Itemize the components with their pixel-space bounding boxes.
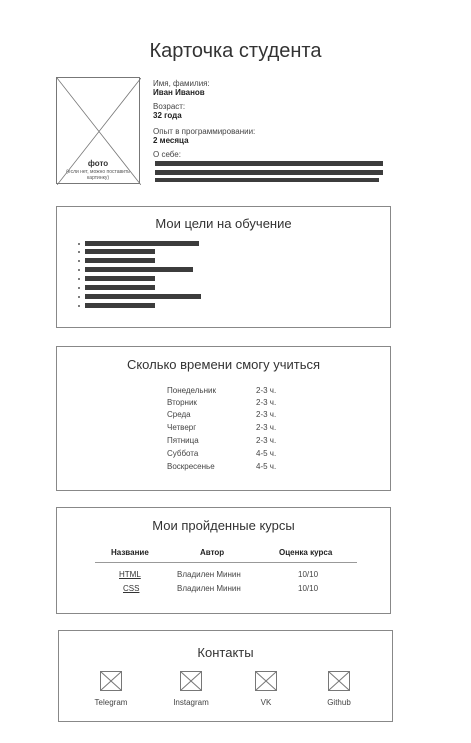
- course-author: Владилен Минин: [177, 570, 241, 579]
- goal-bullet: [78, 278, 80, 280]
- instagram-icon[interactable]: [180, 671, 202, 691]
- vk-icon[interactable]: [255, 671, 277, 691]
- about-text-line: [155, 170, 383, 175]
- goal-item: [85, 249, 155, 254]
- course-link-css[interactable]: CSS: [123, 584, 140, 593]
- courses-header-divider: [95, 562, 357, 563]
- course-score: 10/10: [298, 584, 319, 593]
- goal-bullet: [78, 287, 80, 289]
- goal-item: [85, 294, 201, 299]
- age-value: 32 года: [153, 111, 182, 120]
- github-icon[interactable]: [328, 671, 350, 691]
- course-score: 10/10: [298, 570, 319, 579]
- schedule-hours: 4-5 ч.: [256, 462, 277, 471]
- telegram-icon[interactable]: [100, 671, 122, 691]
- goal-bullet: [78, 269, 80, 271]
- about-text-line: [155, 161, 383, 166]
- vk-label[interactable]: VK: [260, 698, 272, 707]
- page-title: Карточка студента: [149, 40, 322, 62]
- courses-section: [56, 507, 391, 614]
- goal-item: [85, 303, 155, 308]
- goal-bullet: [78, 260, 80, 262]
- goals-title: Мои цели на обучение: [155, 216, 292, 231]
- schedule-hours: 2-3 ч.: [256, 398, 277, 407]
- schedule-hours: 4-5 ч.: [256, 449, 277, 458]
- goal-item: [85, 285, 155, 290]
- schedule-hours: 2-3 ч.: [256, 410, 277, 419]
- instagram-label[interactable]: Instagram: [173, 698, 209, 707]
- telegram-label[interactable]: Telegram: [94, 698, 128, 707]
- name-value: Иван Иванов: [153, 88, 205, 97]
- schedule-day: Суббота: [167, 449, 199, 458]
- schedule-hours: 2-3 ч.: [256, 436, 277, 445]
- course-author: Владилен Минин: [177, 584, 241, 593]
- goal-bullet: [78, 251, 80, 253]
- name-label: Имя, фамилия:: [153, 79, 210, 88]
- photo-hint: (если нет, можно поставить картинку): [66, 169, 130, 181]
- schedule-day: Пятница: [167, 436, 199, 445]
- goal-item: [85, 267, 193, 272]
- schedule-day: Понедельник: [167, 386, 216, 395]
- goal-bullet: [78, 296, 80, 298]
- courses-header-score: Оценка курса: [279, 548, 333, 557]
- goal-item: [85, 276, 155, 281]
- experience-label: Опыт в программировании:: [153, 127, 256, 136]
- schedule-hours: 2-3 ч.: [256, 423, 277, 432]
- schedule-section: [56, 346, 391, 491]
- github-label[interactable]: Github: [327, 698, 351, 707]
- goal-item: [85, 258, 155, 263]
- schedule-title: Сколько времени смогу учиться: [126, 357, 321, 372]
- contacts-title: Контакты: [197, 645, 254, 660]
- experience-value: 2 месяца: [153, 136, 189, 145]
- contacts-section: [58, 630, 393, 722]
- goals-section: [56, 206, 391, 328]
- goal-item: [85, 241, 199, 246]
- courses-title: Мои пройденные курсы: [152, 518, 295, 533]
- photo-label: фото: [87, 159, 109, 168]
- goal-bullet: [78, 243, 80, 245]
- age-label: Возраст:: [153, 102, 186, 111]
- course-link-html[interactable]: HTML: [119, 570, 141, 579]
- schedule-day: Воскресенье: [167, 462, 215, 471]
- photo-placeholder: [56, 77, 140, 184]
- courses-header-name: Название: [111, 548, 149, 557]
- schedule-day: Вторник: [167, 398, 197, 407]
- goal-bullet: [78, 305, 80, 307]
- schedule-day: Среда: [167, 410, 191, 419]
- schedule-hours: 2-3 ч.: [256, 386, 277, 395]
- schedule-day: Четверг: [167, 423, 197, 432]
- about-text-line: [155, 178, 379, 182]
- about-label: О себе:: [153, 150, 181, 159]
- courses-header-author: Автор: [200, 548, 225, 557]
